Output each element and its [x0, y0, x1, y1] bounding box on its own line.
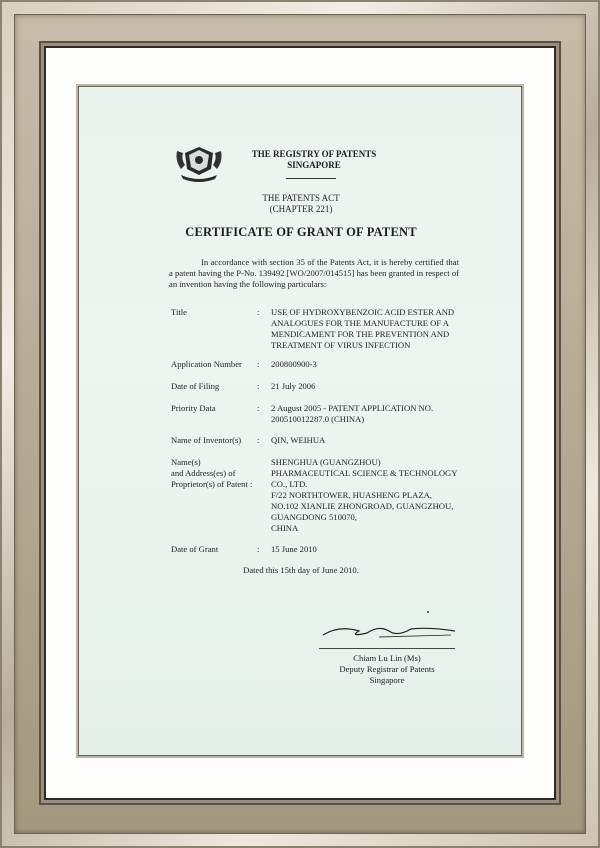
proprietor-value: SHENGHUA (GUANGZHOU) PHARMACEUTICAL SCIENCE & TECHNOLOGY CO., LTD. F/22 NORTHTOWER, HUASHENG PLAZA, NO.102 XIANLIE ZHONGROAD, GUANGZHOU, GUANGDONG 510070, CHINA: [271, 457, 458, 533]
handwritten-signature: [319, 619, 459, 641]
application-number-value: 200800900-3: [271, 359, 317, 369]
proprietor-label: Name(s) and Address(es) of Proprietor(s) of Patent :: [171, 457, 253, 489]
date-of-grant-value: 15 June 2010: [271, 544, 317, 554]
particular-proprietor: [171, 457, 491, 537]
act-name: THE PATENTS ACT: [262, 193, 340, 203]
signatory-name: Chiam Lu Lin (Ms): [353, 653, 421, 663]
date-of-filing-label: Date of Filing: [171, 381, 220, 391]
priority-data-label: Priority Data: [171, 403, 216, 413]
priority-data-value: 2 August 2005 - PATENT APPLICATION NO. 200510012287.0 (CHINA): [271, 403, 434, 424]
singapore-coat-of-arms: [173, 139, 225, 185]
ink-dot: [427, 611, 429, 613]
registry-heading: [229, 149, 399, 171]
heading-divider: [286, 178, 336, 179]
signatory-block: [315, 653, 459, 686]
certificate-title: CERTIFICATE OF GRANT OF PATENT: [185, 225, 417, 239]
dated-line: Dated this 15th day of June 2010.: [243, 565, 359, 575]
certificate-preamble: [169, 257, 459, 290]
date-of-grant-label: Date of Grant: [171, 544, 219, 554]
inventors-value: QIN, WEIHUA: [271, 435, 326, 445]
registry-name: THE REGISTRY OF PATENTS: [251, 149, 377, 159]
signatory-location: Singapore: [369, 675, 405, 685]
date-of-filing-value: 21 July 2006: [271, 381, 316, 391]
preamble-text: In accordance with section 35 of the Patents Act, it is hereby certified that a patent having the P-No. 139492 [WO/2007/014515] has been granted in respect of an invention having the following particulars:: [169, 257, 459, 289]
title-label: Title: [171, 307, 187, 317]
patent-certificate: THE REGISTRY OF PATENTS SINGAPORE THE PATENTS ACT (CHAPTER 221) CERTIFICATE OF GRANT OF PATENT In accordance with section 35 of the Patents Act, it is hereby certified that a patent having the P-No. 139492 [WO/2007/014515] has been granted in respect of an invention having the following particulars: Title : USE OF HYDROXYBENZOIC ACID ESTER AND ANALOGUES FOR THE MANUFACTURE OF A MENDICAMENT FOR THE PREVENTION AND TREATMENT OF VIRUS INFECTION Application Number : 200800900-3 Date of Filing : 21 July 2006 Priority Data : 2 August 2005 - PATENT APPLICATION NO. 200510012287.0 (CHINA) Name of Inventor(s) : QIN, WEIHUA Name(s) and Address(es) of Proprietor(s) of Patent : SHENGHUA (GUANGZHOU) PHARMACEUTICAL SCIENCE & TECHNOLOGY CO., LTD. F/22 NORTHTOWER, HUASHENG PLAZA, NO.102 XIANLIE ZHONGROAD, GUANGZHOU, GUANGDONG 510070, CHINA Date of Grant : 15 June 2010 Dated this 15th day of June 2010. Chiam Lu Lin (Ms) Deputy Registrar of Patents Singapore: [78, 86, 522, 756]
signatory-position: Deputy Registrar of Patents: [339, 664, 435, 674]
application-number-label: Application Number: [171, 359, 242, 369]
inventors-label: Name of Inventor(s): [171, 435, 242, 445]
signature-line: [319, 648, 455, 649]
act-chapter: (CHAPTER 221): [269, 204, 333, 214]
title-value: USE OF HYDROXYBENZOIC ACID ESTER AND ANALOGUES FOR THE MANUFACTURE OF A MENDICAMENT FOR THE PREVENTION AND TREATMENT OF VIRUS INFECTION: [271, 307, 455, 350]
act-heading: [79, 193, 523, 215]
registry-country: SINGAPORE: [287, 160, 341, 170]
